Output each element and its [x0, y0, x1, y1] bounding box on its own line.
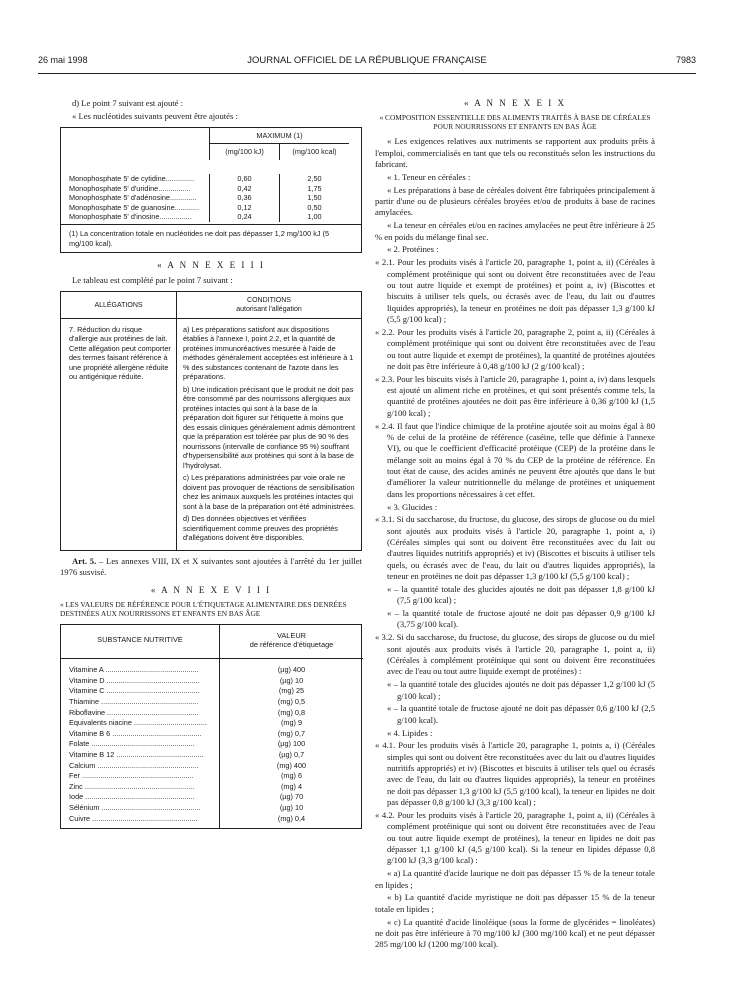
table3-row-name: Vitamine D .............................................. [69, 675, 200, 685]
table1-row-v1: 0,60 [209, 174, 279, 184]
table3-row-name: Thiamine ................................................ [69, 697, 199, 707]
annex9-paragraph: « 1. Teneur en céréales : [387, 171, 471, 182]
table2-allegation: 7. Réduction du risque d'allergie aux protéines de lait. Cette allégation peut comporter des termes faisant référence à une propriété allergène réduite ou antigénique réduite. [61, 318, 176, 550]
table3-row-value: (mg) 25 [278, 686, 305, 696]
table1-row-v2: 1,00 [279, 212, 349, 222]
table3-row-name: Vitamine A .............................................. [69, 665, 199, 675]
table3-names [61, 658, 219, 828]
table3-row-value: (µg) 10 [279, 675, 304, 685]
annex9-body [375, 136, 655, 950]
annex9-paragraph: « Les exigences relatives aux nutriments se rapportent aux produits prêts à l'emploi, commercialisés en tant que tels ou reconstitués selon les instructions du fabricant. [375, 136, 655, 170]
table2-conditions [176, 318, 361, 550]
table1-row-v1: 0,42 [209, 184, 279, 194]
table2-head-right-1: CONDITIONS [247, 296, 291, 304]
table3-row-name: Vitamine B 6 ............................................ [69, 728, 202, 738]
table3-row-name: Sélénium ................................................. [69, 802, 201, 812]
annex9-paragraph: « – la quantité totale des glucides ajoutés ne doit pas dépasser 1,8 g/100 kJ (7,5 g/100 kcal) ; [387, 583, 655, 606]
table3-row-name: Iode ...................................................... [69, 792, 195, 802]
annex8-subtitle: « LES VALEURS DE RÉFÉRENCE POUR L'ÉTIQUETAGE ALIMENTAIRE DES DENRÉES DESTINÉES AUX NOURRISSONS ET ENFANTS EN BAS ÂGE [60, 600, 347, 619]
table3-row-value: (mg) 0,4 [277, 813, 306, 823]
table3-head-right-2: de référence d'étiquetage [249, 640, 334, 650]
table1-row-v2: 2,50 [279, 174, 349, 184]
table1-col1: (mg/100 kJ) [209, 143, 279, 160]
annex9-paragraph: « 2.3. Pour les biscuits visés à l'article 20, paragraphe 1, point a, iv) dans lesquels est ajouté un aliment riche en protéines, et qui sont présentés comme tels, la quantité de protéines ajoutées ne doit pas être inférieure à 0,36 g/100 kJ (1,5 g/100 kcal) ; [375, 373, 655, 418]
annex9-subtitle: « COMPOSITION ESSENTIELLE DES ALIMENTS TRAITÉS À BASE DE CÉRÉALES POUR NOURRISSONS ET ENFANTS EN BAS ÂGE [379, 112, 651, 132]
table1-row-name: Monophosphate 5' d'uridine................ [69, 183, 191, 193]
table3-row-value: (mg) 0,7 [277, 728, 306, 738]
table3-row-value: (µg) 0,7 [278, 750, 305, 759]
annex9-paragraph: « 2. Protéines : [387, 244, 439, 255]
left-column [60, 98, 362, 829]
table3-row-value: (mg) 9 [280, 718, 303, 728]
table1-row-v2: 0,50 [279, 203, 349, 213]
nucleotides-table [60, 127, 362, 254]
table3-row-name: Vitamine C .............................................. [69, 686, 200, 696]
condition-c: c) Les préparations administrées par voie orale ne doivent pas provoquer de réactions de sensibilisation chez les animaux auxquels les protéines intactes qui sont à la base de la préparation ont été administrées. [183, 473, 355, 511]
reference-values-table [60, 624, 362, 829]
annex9-paragraph: « 3.2. Si du saccharose, du fructose, du glucose, des sirops de glucose ou du miel sont ajoutés aux produits visés à l'article 20, paragraphe 1, point a, ii) (Céréales à complément protéinique qui sont ou doivent être reconstituées avec de l'eau ou tout autre liquide exempt de protéines) : [375, 632, 655, 677]
table3-values [219, 658, 363, 828]
annex9-paragraph: « a) La quantité d'acide laurique ne doit pas dépasser 15 % de la teneur totale en lipides ; [375, 868, 655, 890]
table3-row-name: Vitamine B 12 ........................................... [69, 750, 204, 759]
table3-row-value: (µg) 100 [277, 739, 306, 749]
table1-row-v2: 1,75 [279, 184, 349, 194]
table2-head-left: ALLÉGATIONS [94, 301, 143, 309]
table3-row-value: (µg) 400 [277, 665, 306, 675]
table3-row-value: (mg) 4 [280, 781, 303, 791]
table1-row-v2: 1,50 [279, 193, 349, 203]
annex9-paragraph: « – la quantité totale des glucides ajoutés ne doit pas dépasser 1,2 g/100 kJ (5 g/100 kcal) ; [387, 679, 655, 701]
table1-note: (1) La concentration totale en nucléotides ne doit pas dépasser 1,2 mg/100 kJ (5 mg/100 kcal). [61, 224, 361, 252]
annex3-intro: Le tableau est complété par le point 7 suivant : [72, 275, 233, 286]
table1-body [61, 160, 361, 224]
table1-row-name: Monophosphate 5' d'inosine................ [69, 212, 192, 222]
annex9-paragraph: « b) La quantité d'acide myristique ne doit pas dépasser 15 % de la teneur totale en lipides ; [375, 892, 655, 914]
table1-row-name: Monophosphate 5' de guanosine............ [69, 202, 199, 212]
annex9-paragraph: « Les préparations à base de céréales doivent être fabriquées principalement à partir d'une ou de plusieurs céréales broyées et/ou de produits à base de racines amylacées. [375, 184, 655, 218]
table1-col2: (mg/100 kcal) [279, 143, 349, 160]
table1-row-name: Monophosphate 5' de cytidine.............. [69, 173, 195, 183]
annex9-paragraph: « c) La quantité d'acide linoléique (sous la forme de glycérides = linoléates) ne doit pas être inférieure à 70 mg/100 kJ (300 mg/100 kcal) et ne peut dépasser 285 mg/100 kJ (1200 mg/100 kcal). [375, 916, 655, 950]
table3-row-value: (µg) 10 [279, 802, 304, 812]
table3-head-right [219, 625, 363, 659]
header-rule [38, 73, 696, 74]
table3-row-value: (µg) 70 [279, 792, 304, 802]
intro-list: « Les nucléotides suivants peuvent être ajoutés : [72, 111, 238, 122]
issue-date: 26 mai 1998 [38, 55, 88, 65]
annex9-paragraph: « 2.1. Pour les produits visés à l'article 20, paragraphe 1, point a, ii) (Céréales à complément protéinique qui sont ou doivent être reconstituées avec de l'eau ou tout autre liquide et exempt de protéines) et point a, iv) (Biscottes et biscuits à utiliser tels quels, ou écrasés avec de l'eau, du lait ou d'autres liquides appropriés), la teneur en protéines ne doit pas dépasser 1,3 g/100 kJ (5,5 g/100 kcal) ; [375, 257, 655, 325]
table1-title: MAXIMUM (1) [209, 128, 349, 144]
page-header [38, 55, 696, 69]
table1-row-v1: 0,12 [209, 203, 279, 213]
table3-head-left: SUBSTANCE NUTRITIVE [97, 634, 183, 644]
article-5 [60, 556, 362, 579]
allegations-table [60, 291, 362, 551]
annex9-paragraph: « 2.2. Pour les produits visés à l'article 20, paragraphe 2, point a, ii) (Céréales à complément protéinique qui sont ou doivent être reconstituées avec de l'eau ou tout autre liquide et exempt de protéines), la quantité de protéines ajoutées ne doit pas être inférieure à 0,48 g/100 kJ (2 g/100 kcal) ; [375, 326, 655, 371]
annex9-paragraph: « – la quantité totale de fructose ajouté ne doit pas dépasser 0,9 g/100 kJ (3,75 g/100 kcal). [387, 608, 655, 630]
intro-d: d) Le point 7 suivant est ajouté : [72, 98, 183, 108]
article-5-label: Art. 5. [72, 555, 97, 566]
table2-head-right-2: autorisant l'allégation [236, 305, 302, 313]
condition-b: b) Une indication précisant que le produit ne doit pas être consommé par des nourrissons allergiques aux protéines intactes qui sont à la base de la préparation doit figurer sur l'étiquette à moins que des essais cliniques généralement admis démontrent que la préparation est tolérée par plus de 90 % des nourrissons (intervalle de confiance 95 %) souffrant d'hypersensibilité aux protéines qui sont à la base de l'hydrolysat. [183, 384, 355, 470]
condition-d: d) Des données objectives et vérifiées scientifiquement comme preuves des propriétés d'allégations doivent être disponibles. [183, 514, 338, 543]
table3-row-name: Calcium .................................................. [69, 760, 199, 770]
annex9-paragraph: « 4.2. Pour les produits visés à l'article 20, paragraphe 1, point a, ii) (Céréales à complément protéinique qui sont ou doivent être reconstituées avec de l'eau ou tout autre liquide exempt de protéines), la teneur en lipides ne doit pas dépasser 1,1 g/100 kJ (4,5 g/100 kcal). Si la teneur en lipides dépasse 0,8 g/100 kJ (3,3 g/100 kcal) : [375, 809, 655, 866]
table3-row-value: (mg) 0,5 [277, 697, 306, 707]
table1-row-v1: 0,24 [209, 212, 279, 222]
annex9-paragraph: « La teneur en céréales et/ou en racines amylacées ne peut être inférieure à 25 % en poids du mélange final sec. [375, 220, 655, 242]
annex3-title: « A N N E X E I I I [157, 260, 265, 271]
annex9-paragraph: « 2.4. Il faut que l'indice chimique de la protéine ajoutée soit au moins égal à 80 % de celui de la protéine de référence (caséine, telle que définie à l'annexe VI), ou que le coefficient d'efficacité protéique (CEP) de la protéine dans le mélange soit au moins égal à 70 % du CEP de la protéine de référence. En tout état de cause, des acides aminés ne peuvent être ajoutés que dans le but d'améliorer la valeur nutritionnelle du mélange de protéines et uniquement dans les proportions nécessaires à cet effet. [375, 420, 655, 499]
table3-row-name: Riboflavine ............................................. [69, 707, 199, 717]
table3-row-name: Folate ................................................... [69, 739, 195, 749]
page-number: 7983 [675, 55, 696, 65]
journal-title: JOURNAL OFFICIEL DE LA RÉPUBLIQUE FRANÇAISE [247, 55, 487, 66]
table1-row-v1: 0,36 [209, 193, 279, 203]
table3-head-right-1: VALEUR [276, 630, 307, 640]
annex9-paragraph: « 4. Lipides : [387, 727, 433, 738]
table3-row-name: Cuivre .................................................... [69, 813, 198, 823]
right-column [375, 98, 655, 952]
condition-a: a) Les préparations satisfont aux dispositions établies à l'annexe I, point 2.2, et la quantité de protéines immunoréactives mesurée à l'aide de méthodes généralement acceptées est inférieure à 1 % des substances contenant de l'azote dans les préparations. [183, 325, 354, 382]
article-5-text: – Les annexes VIII, IX et X suivantes sont ajoutées à l'arrêté du 1er juillet 1976 susvisé. [60, 555, 362, 577]
annex9-paragraph: « 3.1. Si du saccharose, du fructose, du glucose, des sirops de glucose ou du miel sont ajoutés aux produits visés à l'article 20, paragraphe 1, point a, i) (Céréales simples qui sont ou doivent être reconstituées avec du lait ou d'autres liquides nutritifs appropriés) et iv) (Biscottes et biscuits à utiliser tels quels, ou écrasés avec de l'eau, du lait ou d'autres liquides appropriés), la teneur en protéines ne doit pas dépasser 1,3 g/100 kJ (5,5 g/100 kcal) ; [375, 514, 655, 582]
annex8-title: « A N N E X E V I I I [150, 585, 272, 596]
table2-head-right [176, 292, 361, 318]
annex9-paragraph: « 3. Glucides : [387, 501, 438, 512]
table3-row-value: (mg) 6 [280, 771, 303, 781]
table3-row-name: Zinc ...................................................... [69, 781, 195, 791]
annex9-paragraph: « – la quantité totale de fructose ajouté ne doit pas dépasser 0,6 g/100 kJ (2,5 g/100 kcal). [387, 703, 655, 725]
annex9-title: « A N N E X E I X [464, 98, 566, 108]
table3-row-name: Equivalents niacine .................................... [69, 718, 207, 728]
annex9-paragraph: « 4.1. Pour les produits visés à l'article 20, paragraphe 1, points a, i) (Céréales simples qui sont ou doivent être reconstituées avec du lait ou d'autres liquides nutritifs appropriés) et iv) (Biscottes et biscuits à utiliser tels quel ou écrasés avec de l'eau, du lait ou d'autres liquides appropriés), la teneur en protéines ne doit pas dépasser 1,3 g/100 kJ (5,5 g/100 kcal), la teneur en lipides ne doit pas dépasser 0,8 g/100 kJ (3,3 g/100 kcal) ; [375, 740, 655, 808]
table3-row-value: (mg) 400 [276, 760, 307, 770]
table3-row-value: (mg) 0,8 [277, 707, 306, 717]
table1-row-name: Monophosphate 5' d'adénosine............. [69, 193, 197, 203]
table3-row-name: Fer ....................................................... [69, 771, 194, 781]
